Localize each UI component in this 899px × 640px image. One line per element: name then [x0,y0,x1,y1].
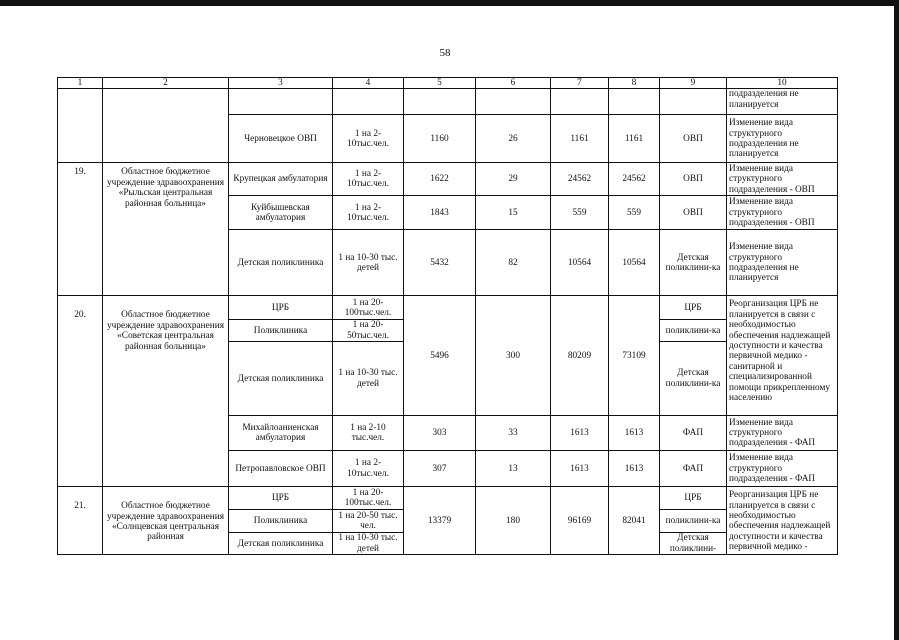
empty-cell [660,89,727,115]
norm: 1 на 20-100тыс.чел. [333,487,404,510]
value-col5: 1843 [404,196,476,230]
value-col6: 180 [476,487,551,555]
unit-type: ЦРБ [660,487,727,510]
value-col6: 29 [476,163,551,196]
unit-name: Черновецкое ОВП [229,115,333,163]
facilities-table [57,77,838,555]
column-header: 7 [551,78,609,89]
value-col5: 5432 [404,230,476,296]
table-row [58,487,838,510]
column-header: 8 [609,78,660,89]
norm: 1 на 2-10тыс.чел. [333,196,404,230]
value-col5: 1622 [404,163,476,196]
norm: 1 на 2-10тыс.чел. [333,163,404,196]
empty-cell [333,89,404,115]
unit-name: Поликлиника [229,510,333,533]
value-col5: 307 [404,451,476,487]
scan-border-top [0,0,899,6]
unit-name: Поликлиника [229,320,333,342]
unit-type: ФАП [660,416,727,451]
value-col5: 1160 [404,115,476,163]
unit-name: Крупецкая амбулатория [229,163,333,196]
column-header: 2 [103,78,229,89]
column-header: 10 [727,78,838,89]
column-header: 4 [333,78,404,89]
institution-name: Областное бюджетное учреждение здравоохранения «Солнцевская центральная районная [103,487,229,555]
value-col8: 10564 [609,230,660,296]
institution-name: Областное бюджетное учреждение здравоохранения «Советская центральная районная больница» [103,296,229,487]
change-note: Изменение вида структурного подразделения - ФАП [727,451,838,487]
institution-number: 19. [58,163,103,296]
unit-type: ЦРБ [660,296,727,320]
empty-cell [404,89,476,115]
value-col5: 5496 [404,296,476,416]
norm: 1 на 20-50 тыс. чел. [333,510,404,533]
value-col7: 10564 [551,230,609,296]
unit-name: ЦРБ [229,487,333,510]
unit-type: Детская поликлини-ка [660,342,727,416]
norm: 1 на 10-30 тыс. детей [333,342,404,416]
value-col8: 24562 [609,163,660,196]
unit-name: Детская поликлиника [229,230,333,296]
change-note: Изменение вида структурного подразделения - ОВП [727,196,838,230]
value-col7: 80209 [551,296,609,416]
value-col7: 96169 [551,487,609,555]
change-note: Изменение вида структурного подразделения - ОВП [727,163,838,196]
norm: 1 на 2-10 тыс.чел. [333,416,404,451]
change-note: Изменение вида структурного подразделения - ФАП [727,416,838,451]
column-header: 6 [476,78,551,89]
value-col6: 33 [476,416,551,451]
institution-number: 21. [58,487,103,555]
column-header: 5 [404,78,476,89]
value-col6: 13 [476,451,551,487]
value-col7: 1613 [551,451,609,487]
value-col6: 300 [476,296,551,416]
change-note: Изменение вида структурного подразделения не планируется [727,115,838,163]
unit-type: ФАП [660,451,727,487]
unit-name: Детская поликлиника [229,533,333,555]
change-note: Реорганизация ЦРБ не планируется в связи с необходимостью обеспечения надлежащей доступности и качества первичной медико - [727,487,838,555]
value-col6: 15 [476,196,551,230]
change-note: Изменение вида структурного подразделения не планируется [727,230,838,296]
unit-name: ЦРБ [229,296,333,320]
empty-cell [476,89,551,115]
norm: 1 на 20-50тыс.чел. [333,320,404,342]
value-col7: 24562 [551,163,609,196]
norm: 1 на 20-100тыс.чел. [333,296,404,320]
unit-type: Детская поликлини- [660,533,727,555]
table-row [58,296,838,320]
norm: 1 на 2-10тыс.чел. [333,115,404,163]
unit-name: Куйбышевская амбулатория [229,196,333,230]
empty-cell [609,89,660,115]
unit-type: поликлини-ка [660,510,727,533]
unit-name: Петропавловское ОВП [229,451,333,487]
table-row [58,163,838,196]
value-col8: 1613 [609,416,660,451]
header-row [58,78,838,89]
norm: 1 на 10-30 тыс. детей [333,533,404,555]
value-col8: 82041 [609,487,660,555]
column-header: 1 [58,78,103,89]
unit-type: ОВП [660,115,727,163]
empty-cell [103,89,229,163]
value-col7: 1161 [551,115,609,163]
change-note: подразделения не планируется [727,89,838,115]
value-col7: 1613 [551,416,609,451]
unit-type: ОВП [660,163,727,196]
unit-name: Михайлоаниенская амбулатория [229,416,333,451]
empty-cell [229,89,333,115]
unit-name: Детская поликлиника [229,342,333,416]
institution-name: Областное бюджетное учреждение здравоохранения «Рыльская центральная районная больница» [103,163,229,296]
value-col6: 26 [476,115,551,163]
norm: 1 на 2-10тыс.чел. [333,451,404,487]
empty-cell [551,89,609,115]
scan-border-right [894,0,899,640]
column-header: 9 [660,78,727,89]
unit-type: ОВП [660,196,727,230]
table-row [58,89,838,115]
institution-number: 20. [58,296,103,487]
unit-type: Детская поликлини-ка [660,230,727,296]
value-col6: 82 [476,230,551,296]
value-col8: 1161 [609,115,660,163]
value-col8: 559 [609,196,660,230]
value-col5: 13379 [404,487,476,555]
value-col8: 1613 [609,451,660,487]
column-header: 3 [229,78,333,89]
value-col8: 73109 [609,296,660,416]
norm: 1 на 10-30 тыс. детей [333,230,404,296]
value-col7: 559 [551,196,609,230]
page-number: 58 [439,47,451,59]
empty-cell [58,89,103,163]
unit-type: поликлини-ка [660,320,727,342]
change-note: Реорганизация ЦРБ не планируется в связи с необходимостью обеспечения надлежащей доступности и качества первичной медико - санитарной и специализированной помощи прикрепленному населению [727,296,838,416]
value-col5: 303 [404,416,476,451]
